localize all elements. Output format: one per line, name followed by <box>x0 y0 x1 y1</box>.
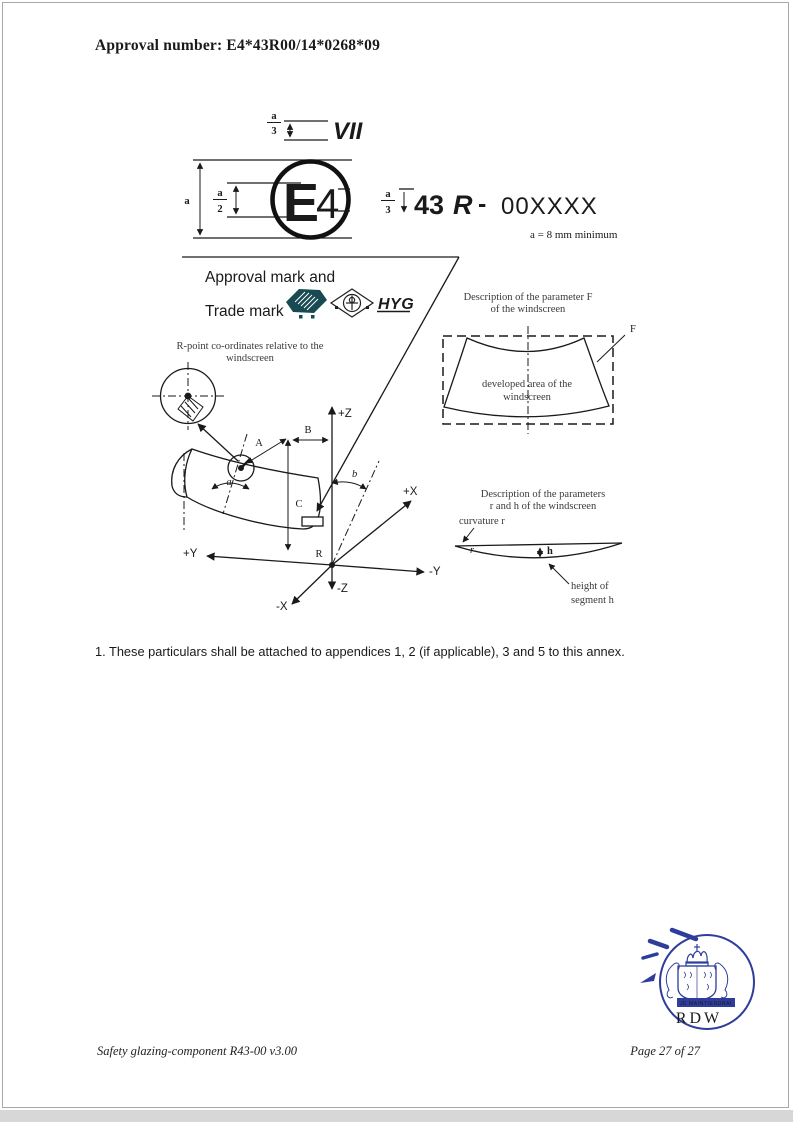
approval-mark-caption-1: Approval mark and <box>205 269 336 286</box>
angle-b-label: b <box>352 469 358 480</box>
vii-frac-denominator: 3 <box>271 126 277 137</box>
label-B: B <box>304 425 312 436</box>
code-r: R <box>453 190 473 220</box>
label-C: C <box>295 499 303 510</box>
footnote: 1. These particulars shall be attached to appendices 1, 2 (if applicable), 3 and 5 to this annex. <box>95 644 625 659</box>
param-rh-title-1: Description of the parameters <box>480 489 606 500</box>
dim-a-label: a <box>184 196 190 207</box>
vii-frac-numerator: a <box>271 111 277 122</box>
rpoint-caption-1: R-point co-ordinates relative to the <box>176 341 324 352</box>
axis-minus-z: -Z <box>337 583 348 595</box>
axis-plus-y: +Y <box>183 548 198 560</box>
axis-plus-z: +Z <box>338 408 352 420</box>
label-R-origin: R <box>315 549 323 560</box>
developed-area-text-1: developed area of the <box>481 379 573 390</box>
label-F: F <box>630 324 636 335</box>
label-A: A <box>255 438 263 449</box>
mark-position-rect <box>302 517 323 526</box>
group-rpoint-diagram <box>152 341 441 613</box>
rdw-motto: JE MAINTIENDRAI <box>679 1001 733 1007</box>
rdw-stamp-icon <box>640 930 754 1029</box>
vii-label: VII <box>333 118 363 145</box>
group-approval-code <box>381 189 618 241</box>
label-h: h <box>547 546 553 557</box>
e-number: 4 <box>316 180 340 227</box>
code-number: 43 <box>414 190 445 220</box>
group-parameter-rh <box>455 489 622 606</box>
coordinate-axes <box>183 407 441 613</box>
hyg-text: HYG <box>378 296 415 313</box>
param-f-title-2: of the windscreen <box>490 304 566 315</box>
e-letter: E <box>283 173 320 233</box>
group-e-mark <box>184 160 352 238</box>
rdw-crown-icon <box>686 944 708 966</box>
code-dash: - <box>478 190 487 218</box>
height-segment-text-1: height of <box>571 581 609 592</box>
axis-minus-x: -X <box>276 601 288 613</box>
rdw-name: RDW <box>675 1010 723 1027</box>
group-vii-marking <box>267 111 364 145</box>
param-f-title-1: Description of the parameter F <box>463 292 593 303</box>
group-trade-marks <box>205 269 414 320</box>
size-note: a = 8 mm minimum <box>530 229 618 241</box>
footer-page-number: Page 27 of 27 <box>630 1044 700 1058</box>
frac-a2-denominator: 2 <box>217 204 223 215</box>
trademark-logo-hyg-icon <box>377 296 414 313</box>
frac-a3-denominator: 3 <box>385 205 391 216</box>
label-r: r <box>470 545 475 556</box>
approval-number-heading: Approval number: E4*43R00/14*0268*09 <box>95 37 381 54</box>
param-rh-title-2: r and h of the windscreen <box>489 501 597 512</box>
rpoint-detail-circle <box>152 362 224 430</box>
axis-plus-x: +X <box>403 486 418 498</box>
code-serial: 00XXXX <box>501 193 598 220</box>
curvature-label: curvature r <box>459 516 505 527</box>
group-parameter-f <box>443 292 636 434</box>
trademark-logo-diamond-icon <box>286 289 327 319</box>
developed-windscreen-shape <box>444 338 609 417</box>
footer-document-title: Safety glazing-component R43-00 v3.00 <box>97 1044 297 1058</box>
angle-a-label: a <box>226 477 232 488</box>
approval-mark-caption-2: Trade mark <box>205 303 284 320</box>
developed-area-text-2: windscreen <box>503 392 551 403</box>
height-segment-text-2: segment h <box>571 595 614 606</box>
windscreen-outline <box>172 434 321 531</box>
trademark-logo-circle-diamond-icon <box>331 289 373 317</box>
rdw-shield-icon <box>678 966 716 1000</box>
axis-minus-y: -Y <box>429 566 441 578</box>
rpoint-caption-2: windscreen <box>226 353 274 364</box>
frac-a2-numerator: a <box>217 188 223 199</box>
frac-a3-numerator: a <box>385 189 391 200</box>
windscreen-dimensions <box>212 425 328 550</box>
